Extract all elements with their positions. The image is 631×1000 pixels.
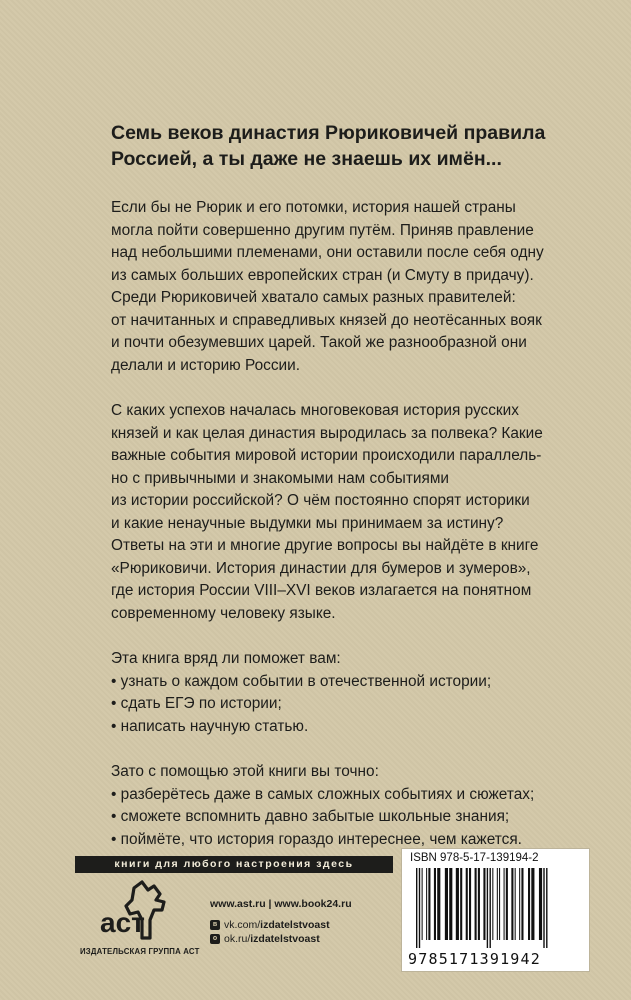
text-line: современному человеку языке. [111, 604, 336, 622]
paragraph-1 [111, 197, 581, 377]
text-line: но с привычными и знакомыми нам событиями [111, 469, 450, 487]
annotation-text [111, 120, 581, 874]
barcode-bar [456, 868, 459, 940]
text-line: важные события мировой истории происходили параллель- [111, 447, 542, 464]
barcode-bar [434, 868, 436, 940]
ean-number: 9785171391942 [408, 950, 541, 968]
isbn-barcode-box [401, 848, 590, 972]
barcode-bar [504, 868, 505, 940]
text-line: С каких успехов началась многовековая история русских [111, 402, 519, 419]
barcode-bar [487, 868, 488, 948]
text-line: над небольшими племенами, они оставили после себя одну [111, 244, 544, 261]
barcode-bar [437, 868, 440, 940]
barcode-bar [521, 868, 523, 940]
text-line: где история России VIII–XVI веков излагается на понятном [111, 582, 532, 599]
logo-text: аст [100, 907, 145, 938]
barcode-bar [416, 868, 417, 948]
barcode-bar [466, 868, 468, 940]
barcode-bar [492, 868, 493, 940]
list-item: • сдать ЕГЭ по истории; [111, 693, 581, 716]
publisher-logo-block [80, 880, 200, 960]
paragraph-2 [111, 400, 581, 625]
barcode-bar [475, 868, 477, 940]
barcode-bar [490, 868, 491, 948]
websites[interactable]: www.ast.ru | www.book24.ru [210, 898, 352, 910]
barcode-bar [511, 868, 513, 940]
vk-icon: в [210, 920, 220, 930]
vk-handle: izdatelstvoast [260, 919, 330, 931]
text-line: князей и как целая династия выродилась за полвека? Какие [111, 424, 543, 442]
barcode-bar [426, 868, 427, 940]
barcode-bar [506, 868, 508, 940]
list-item: • написать научную статью. [111, 716, 581, 739]
barcode-bar [539, 868, 542, 940]
text-line: Ответы на эти и многие другие вопросы вы найдёте в книге [111, 537, 539, 554]
barcode-bar [483, 868, 485, 940]
slogan-banner: книги для любого настроения здесь [75, 856, 393, 873]
barcode-bar [460, 868, 462, 940]
list-intro: Зато с помощью этой книги вы точно: [111, 763, 379, 780]
text-line: Если бы не Рюрик и его потомки, история нашей страны [111, 199, 516, 216]
text-line: из истории российской? О чём постоянно спорят историки [111, 492, 530, 509]
barcode-bar [546, 868, 547, 948]
list-item: • разберётесь даже в самых сложных событиях и сюжетах; [111, 784, 581, 807]
barcode-bar [499, 868, 500, 940]
text-line: от начитанных и справедливых князей до неотёсанных вояк [111, 311, 542, 329]
barcode-bar [428, 868, 430, 940]
text-line: и почти обезумевших царей. Такой же разнообразной они [111, 334, 527, 351]
list-item: • поймёте, что история гораздо интереснее, чем кажется. [111, 829, 581, 852]
barcode-bar [469, 868, 471, 940]
vk-prefix: vk.com/ [224, 919, 261, 931]
barcode-bar [449, 868, 452, 940]
barcode-bar [422, 868, 423, 940]
barcode-bar [531, 868, 534, 940]
not-helpful-list [111, 648, 581, 738]
text-line: могла пойти совершенно другим путём. Приняв правление [111, 221, 534, 239]
vk-link[interactable] [210, 919, 352, 931]
text-line: делали и историю России. [111, 356, 301, 374]
publisher-links [210, 898, 352, 947]
headline [111, 120, 581, 172]
barcode-bar [445, 868, 448, 940]
headline-line-2: Россией, а ты даже не знаешь их имён... [111, 148, 502, 170]
list-item: • сможете вспомнить давно забытые школьные знания; [111, 806, 581, 829]
list-item: • узнать о каждом событии в отечественной истории; [111, 671, 581, 694]
barcode-bar [519, 868, 520, 940]
helpful-list [111, 761, 581, 851]
headline-line-1: Семь веков династия Рюриковичей правила [111, 122, 546, 144]
ast-logo-icon [94, 880, 186, 946]
barcode-bar [515, 868, 516, 940]
barcode-icon [414, 868, 577, 948]
ok-link[interactable] [210, 933, 352, 945]
barcode-bar [478, 868, 480, 940]
barcode-bar [543, 868, 544, 948]
text-line: «Рюриковичи. История династии для бумеров и зумеров», [111, 559, 531, 577]
barcode-bar [419, 868, 420, 948]
barcode-bar [497, 868, 498, 940]
ok-prefix: ok.ru/ [224, 933, 251, 945]
text-line: из самых больших европейских стран (и Смуту в придачу). [111, 266, 534, 284]
ok-handle: izdatelstvoast [250, 933, 320, 945]
text-line: и какие ненаучные выдумки мы принимаем за истину? [111, 514, 504, 532]
barcode-bar [528, 868, 530, 940]
ok-icon: о [210, 934, 220, 944]
publisher-name: ИЗДАТЕЛЬСКАЯ ГРУППА АСТ [80, 947, 200, 956]
list-intro: Эта книга вряд ли поможет вам: [111, 650, 341, 667]
isbn-label: ISBN 978-5-17-139194-2 [410, 852, 539, 864]
text-line: Среди Рюриковичей хватало самых разных правителей: [111, 289, 516, 306]
